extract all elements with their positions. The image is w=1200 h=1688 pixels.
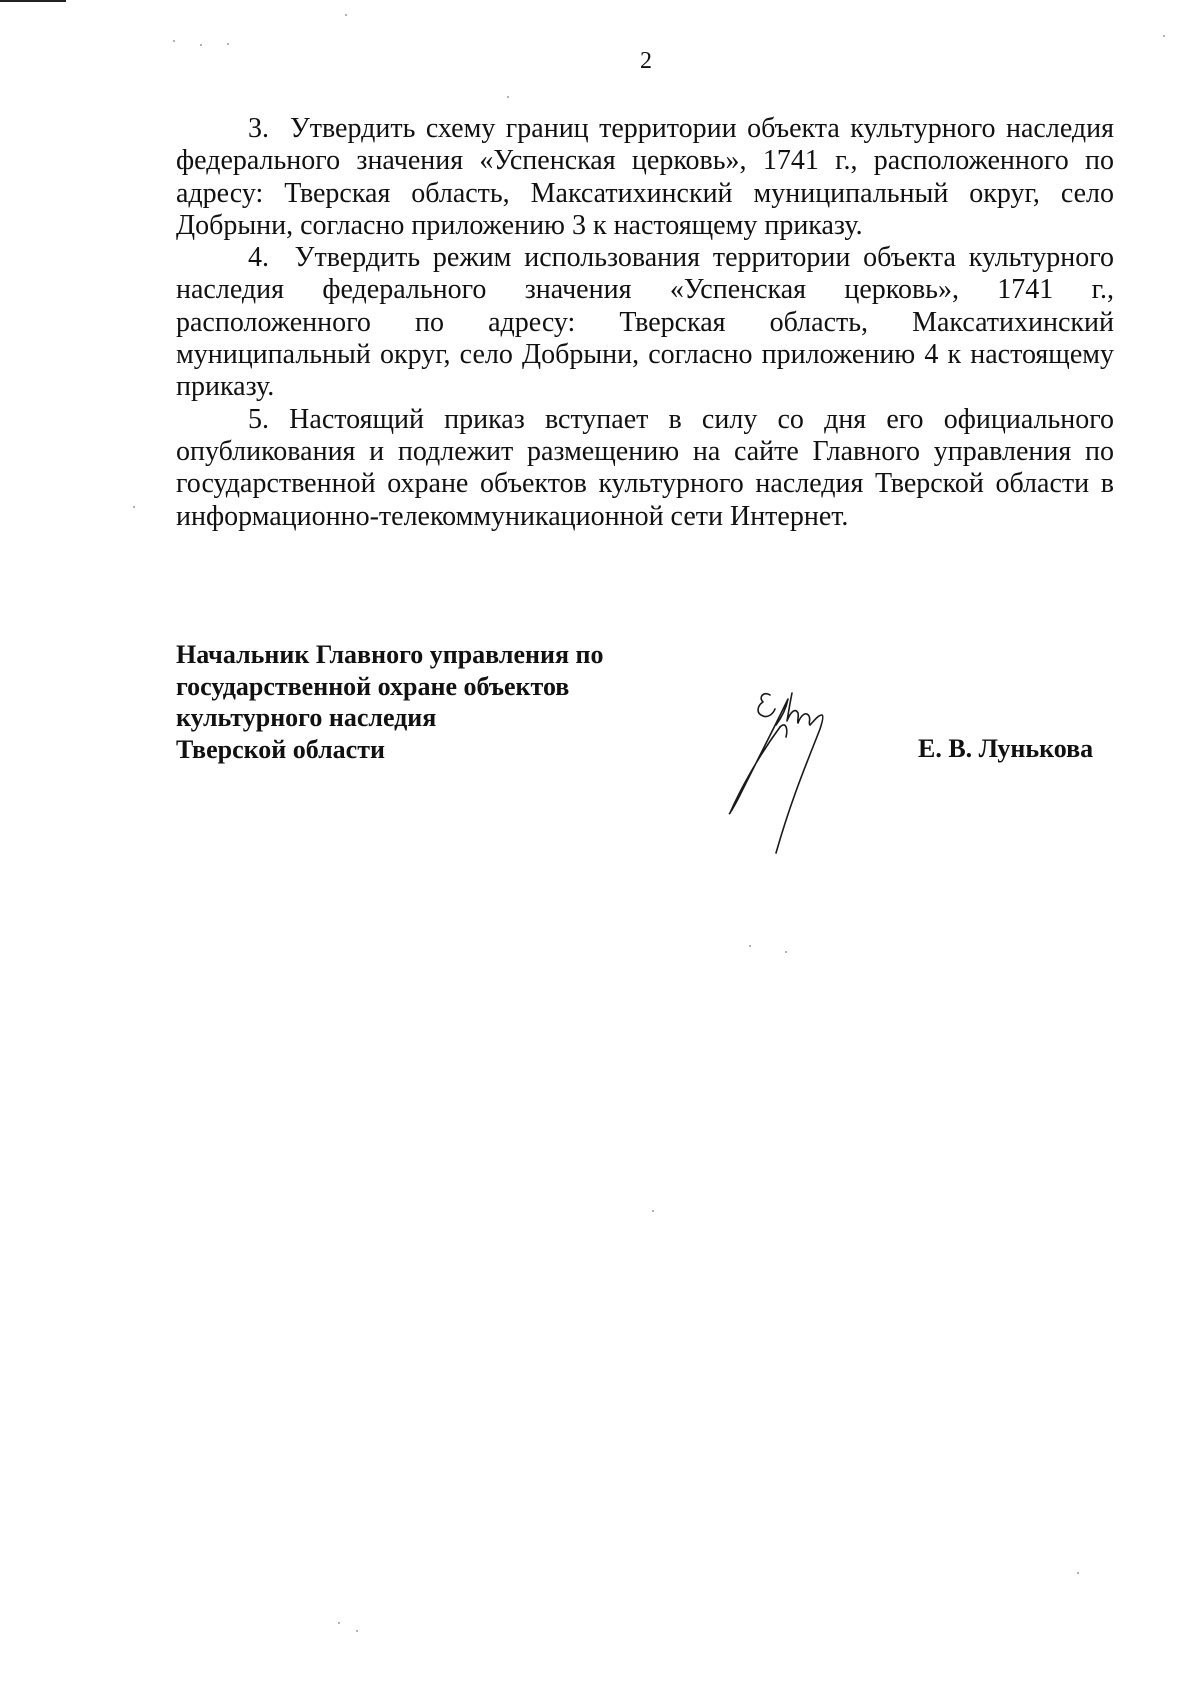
signer-name: Е. В. Лунькова (918, 734, 1094, 763)
paragraph-3 (176, 113, 1114, 242)
paragraph-text: Настоящий приказ вступает в силу со дня его официального опубликования и подлежит размещению на сайте Главного управления по государственной охране объектов культурного наследия Тверской области в информационно-телекоммуникационной сети Интернет. (176, 403, 1115, 532)
signatory-title-line: Тверской области (176, 734, 385, 764)
signatory-title-line: Начальник Главного управления по (176, 640, 604, 669)
scan-speck (356, 1630, 358, 1632)
scan-speck (1077, 1572, 1079, 1574)
paragraph-number: 4. (248, 242, 269, 274)
scan-speck (507, 96, 509, 98)
handwritten-signature (700, 685, 880, 860)
scan-speck (345, 14, 347, 16)
signatory-title-line: культурного наследия (176, 703, 437, 732)
scan-speck (749, 945, 751, 947)
scan-speck (785, 951, 787, 953)
paragraph-text: Утвердить схему границ территории объекта культурного наследия федерального значения «Успенская церковь», 1741 г., расположенного по адресу: Тверская область, Максатихинский муниципальный округ, село Добрыни, согласно приложению 3 к настоящему приказу. (176, 113, 1114, 241)
signatory-title-line: государственной охране объектов (176, 671, 570, 701)
scan-speck (652, 1210, 654, 1212)
scan-corner-mark (0, 0, 66, 2)
order-body (176, 113, 1114, 533)
paragraph-5 (176, 404, 1114, 533)
paragraph-text: Утвердить режим использования территории объекта культурного наследия федерального значения «Успенская церковь», 1741 г., расположенного по адресу: Тверская область, Максатихинский муниципальный округ, село Добрыни, согласно приложению 4 к настоящему приказу. (176, 242, 1114, 403)
scan-speck (173, 40, 175, 42)
scan-speck (338, 1622, 340, 1624)
scan-speck (200, 44, 202, 46)
paragraph-number: 5. (248, 403, 269, 435)
page-number: 2 (640, 48, 652, 74)
paragraph-4 (176, 242, 1114, 403)
paragraph-number: 3. (248, 113, 269, 144)
signatory-title (176, 639, 604, 765)
scan-speck (1163, 35, 1165, 37)
scan-speck (133, 506, 135, 508)
scan-speck (227, 43, 229, 45)
